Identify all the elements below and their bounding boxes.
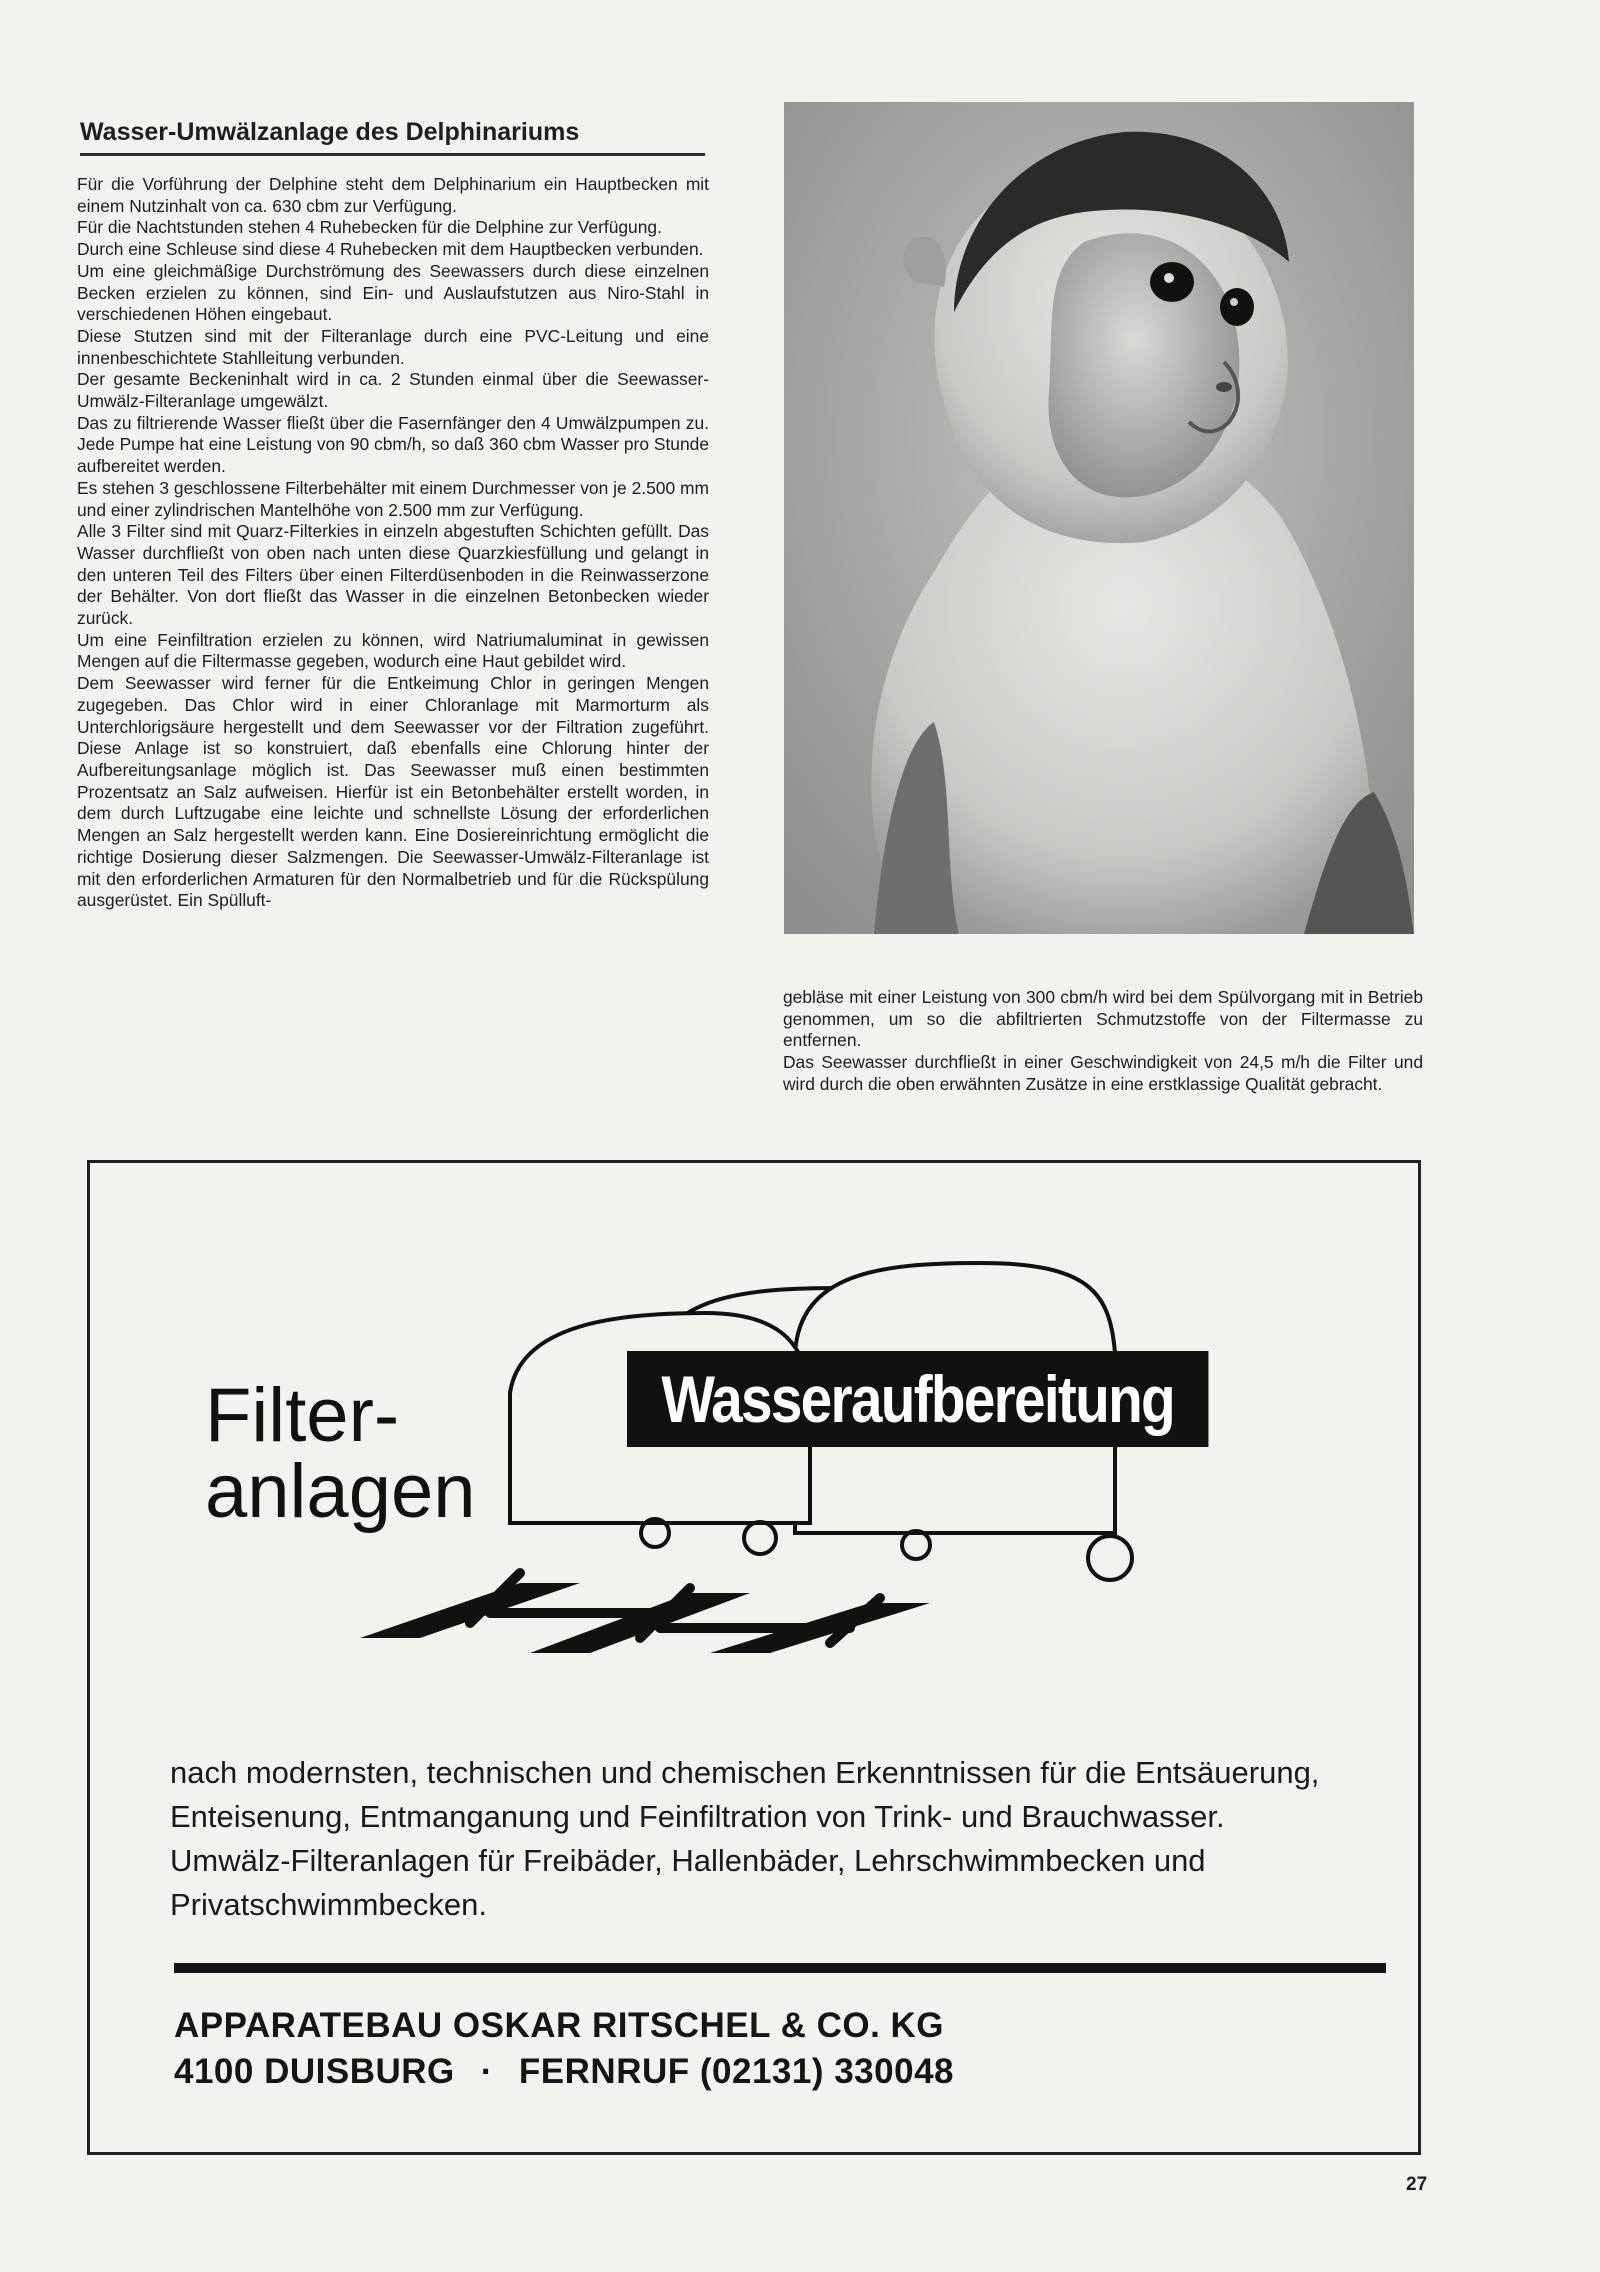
article-paragraph: Das Seewasser durchfließt in einer Geschwindigkeit von 24,5 m/h die Filter und wird durch die oben erwähnten Zusätze in eine erstklassige Qualität gebracht. (783, 1052, 1423, 1094)
article-paragraph: Für die Nachtstunden stehen 4 Ruhebecken für die Delphine zur Verfügung. (77, 217, 662, 238)
article-title: Wasser-Umwälzanlage des Delphinariums (80, 118, 705, 156)
ad-company-name: APPARATEBAU OSKAR RITSCHEL & CO. KG (174, 2006, 945, 2045)
article-left-column (77, 174, 709, 912)
article-paragraph: Es stehen 3 geschlossene Filterbehälter mit einem Durchmesser von je 2.500 mm und einer zylindrischen Mantelhöhe von 2.500 mm zur Verfügung. (77, 477, 709, 520)
ad-address (174, 2049, 954, 2095)
page-number: 27 (1406, 2174, 1428, 2195)
ad-separator: · (480, 2052, 493, 2091)
ad-banner: Wasseraufbereitung (627, 1351, 1208, 1447)
article-paragraph: Für die Vorführung der Delphine steht dem Delphinarium ein Hauptbecken mit einem Nutzinhalt von ca. 630 cbm zur Verfügung. (77, 174, 709, 216)
article-paragraph: Diese Stutzen sind mit der Filteranlage durch eine PVC-Leitung und eine innenbeschichtete Stahlleitung verbunden. (77, 325, 709, 368)
article-paragraph: Um eine gleichmäßige Durchströmung des Seewassers durch diese einzelnen Becken erzielen zu können, sind Ein- und Auslaufstutzen aus Niro-Stahl in verschiedenen Höhen eingebaut. (77, 260, 709, 325)
article-right-column (783, 987, 1423, 1096)
ad-description: nach modernsten, technischen und chemischen Erkenntnissen für die Entsäuerung, Enteisenung, Entmanganung und Feinfiltration von Trink- und Brauchwasser. Umwälz-Filteranlagen für Freibäder, Hallenbäder, Lehrschwimmbecken und Privatschwimmbecken. (170, 1755, 1320, 1922)
ad-headline-line: Filter- (205, 1373, 400, 1458)
article-paragraph: Alle 3 Filter sind mit Quarz-Filterkies in einzeln abgestuften Schichten gefüllt. Das Wasser durchfließt von oben nach unten diese Quarzkiesfüllung und gelangt in den unteren Teil des Filters über einen Filterdüsenboden in die Reinwasserzone der Behälter. Von dort fließt das Wasser in die einzelnen Betonbecken wieder zurück. (77, 521, 709, 629)
article-paragraph: Um eine Feinfiltration erzielen zu können, wird Natriumaluminat in gewissen Mengen auf die Filtermasse gegeben, wodurch eine Haut gebildet wird. (77, 629, 709, 672)
monkey-photo (784, 102, 1414, 934)
article-paragraph: Dem Seewasser wird ferner für die Entkeimung Chlor in geringen Mengen zugegeben. Das Chlor wird in einer Chloranlage mit Marmorturm als Unterchlorigsäure hergestellt und dem Seewasser vor der Filtration zugeführt. Diese Anlage ist so konstruiert, daß ebenfalls eine Chlorung hinter der Aufbereitungsanlage möglich ist. Das Seewasser muß einen bestimmten Prozentsatz an Salz aufweisen. Hierfür ist ein Betonbehälter erstellt worden, in dem durch Luftzugabe eine leichte und schnellste Lösung der erforderlichen Mengen an Salz hergestellt werden kann. Eine Dosiereinrichtung ermöglicht die richtige Dosierung dieser Salzmengen. Die Seewasser-Umwälz-Filteranlage ist mit den erforderlichen Armaturen für den Normalbetrieb und für die Rückspülung ausgerüstet. Ein Spülluft- (77, 673, 709, 911)
ad-headline-line: anlagen (205, 1449, 476, 1534)
article-paragraph: Das zu filtrierende Wasser fließt über die Fasernfänger den 4 Umwälzpumpen zu. Jede Pumpe hat eine Leistung von 90 cbm/h, so daß 360 cbm Wasser pro Stunde aufbereitet werden. (77, 412, 709, 477)
ad-city: 4100 DUISBURG (174, 2052, 455, 2091)
ad-divider (174, 1963, 1386, 1973)
article-paragraph: gebläse mit einer Leistung von 300 cbm/h wird bei dem Spülvorgang mit in Betrieb genommen, um so die abfiltrierten Schmutzstoffe von der Filtermasse zu entfernen. (783, 987, 1423, 1051)
ad-headline (205, 1373, 476, 1534)
ad-phone: FERNRUF (02131) 330048 (518, 2052, 955, 2091)
advertisement (87, 1160, 1421, 2155)
article-paragraph: Durch eine Schleuse sind diese 4 Ruhebecken mit dem Hauptbecken verbunden. (77, 239, 704, 260)
article-paragraph: Der gesamte Beckeninhalt wird in ca. 2 Stunden einmal über die Seewasser-Umwälz-Filteranlage umgewälzt. (77, 369, 709, 412)
